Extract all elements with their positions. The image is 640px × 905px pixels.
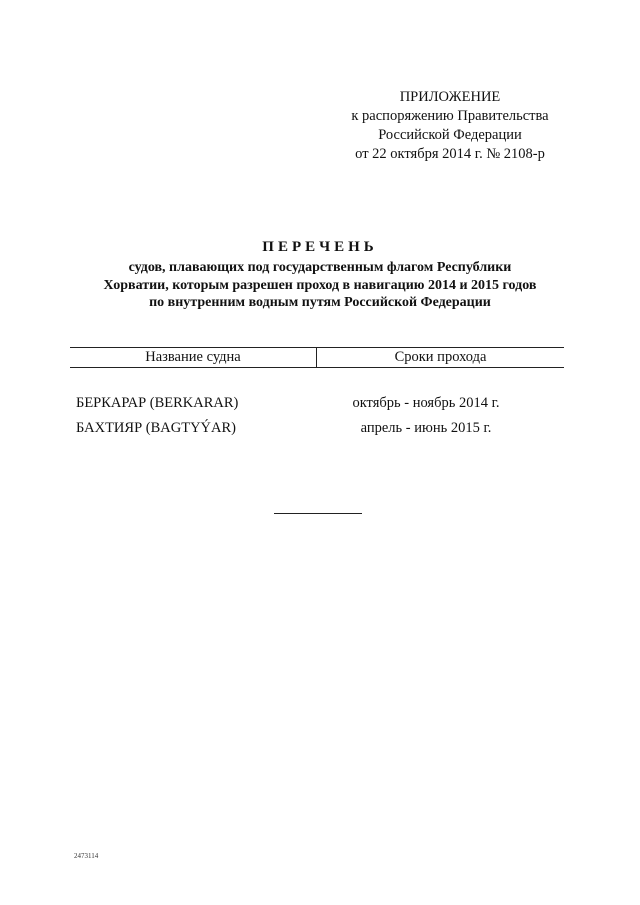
column-header-period: Сроки прохода <box>394 349 487 365</box>
title-line-3: по внутренним водным путям Российской Федерации <box>149 295 491 310</box>
appendix-line-2: Российской Федерации <box>378 127 522 143</box>
table-row <box>76 393 576 418</box>
appendix-line-3: от 22 октября 2014 г. № 2108-р <box>355 146 545 162</box>
appendix-line-1: к распоряжению Правительства <box>351 108 549 124</box>
table-header <box>70 347 564 368</box>
title-line-1: судов, плавающих под государственным флагом Республики <box>128 260 512 275</box>
table-row <box>76 418 576 443</box>
table-body <box>76 393 576 443</box>
document-id: 2473114 <box>74 852 99 860</box>
title-line-2: Хорватии, которым разрешен проход в навигацию 2014 и 2015 годов <box>103 277 537 293</box>
vessel-name: БАХТИЯР (BAGTYÝAR) <box>76 420 236 436</box>
appendix-header <box>330 88 570 164</box>
column-header-name: Название судна <box>145 349 241 365</box>
end-of-list-rule <box>274 513 362 514</box>
appendix-label: ПРИЛОЖЕНИЕ <box>399 89 501 105</box>
title-main: ПЕРЕЧЕНЬ <box>262 239 378 255</box>
passage-period: апрель - июнь 2015 г. <box>360 420 492 436</box>
document-title <box>60 238 580 312</box>
vessel-name: БЕРКАРАР (BERKARAR) <box>76 395 239 411</box>
passage-period: октябрь - ноябрь 2014 г. <box>352 395 500 411</box>
